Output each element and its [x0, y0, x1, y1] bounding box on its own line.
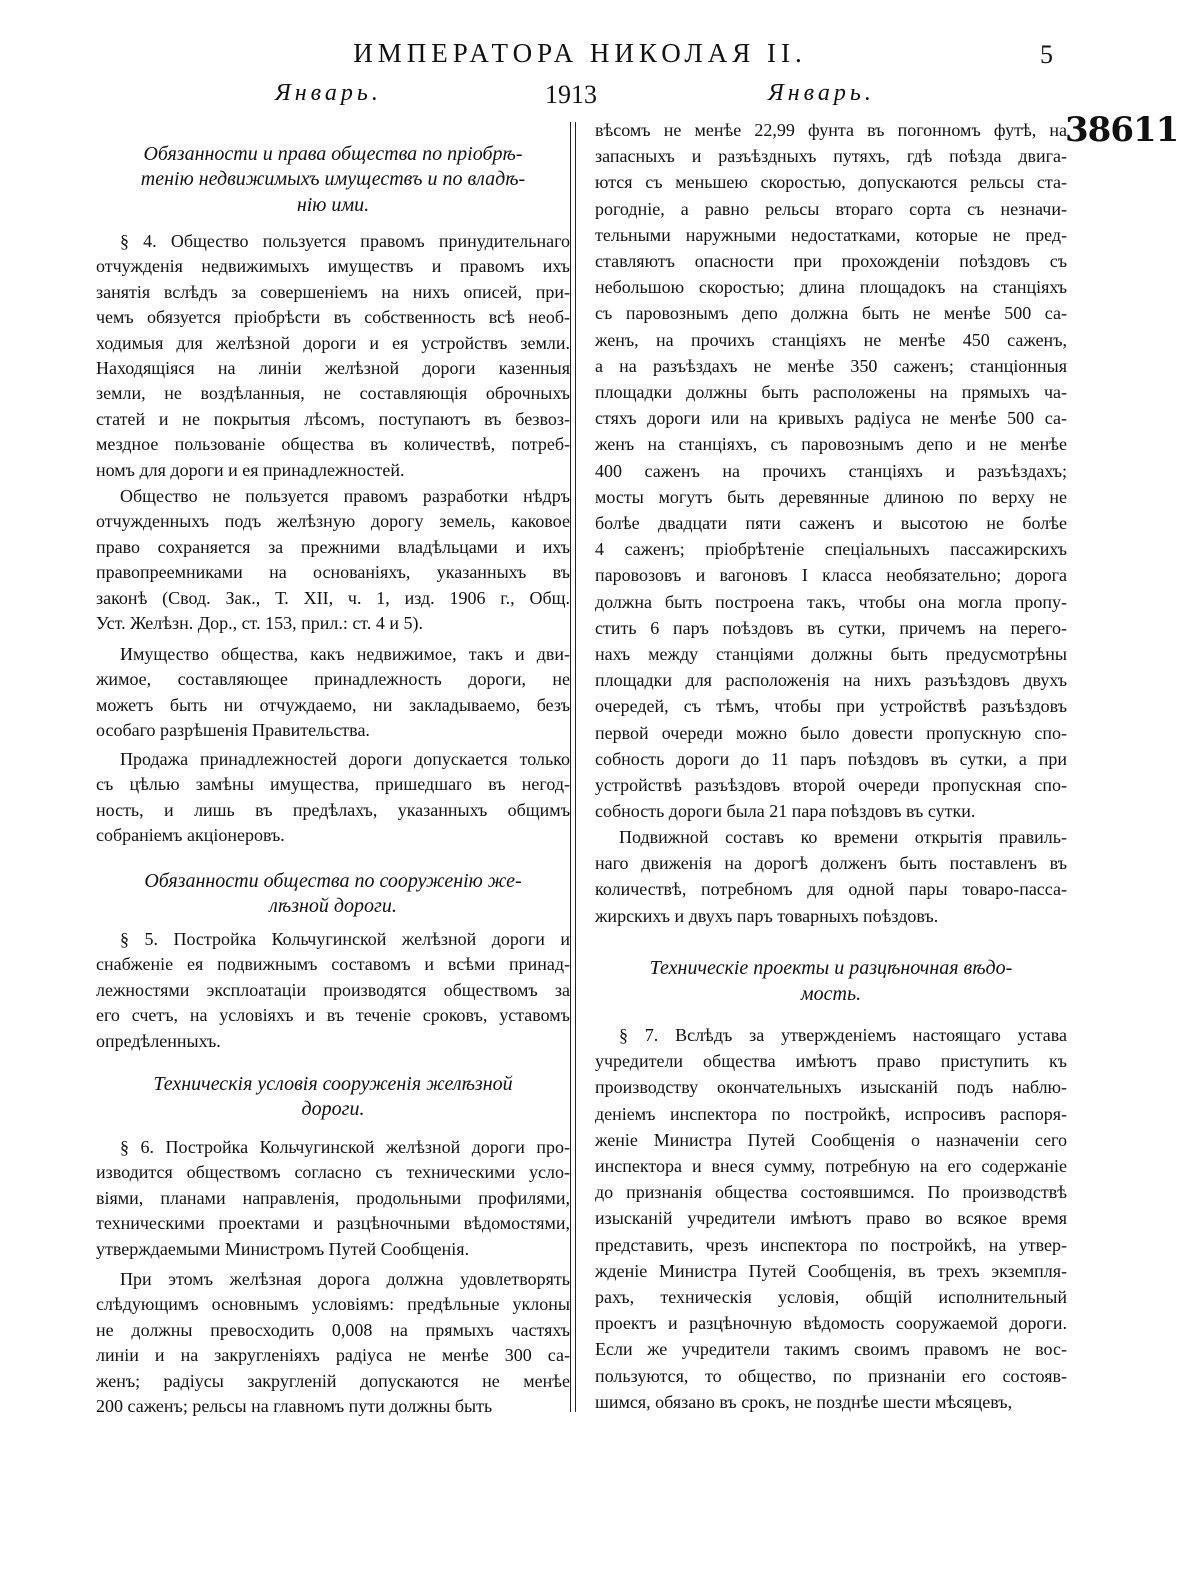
- text-line: собность дороги до 11 паръ поѣздовъ въ сутки, а при: [595, 748, 1067, 769]
- text-line: количествѣ, потребномъ для одной пары товаро-пасса-: [595, 879, 1067, 900]
- paragraph: [96, 642, 570, 744]
- text-line: отчужденныхъ подъ желѣзную дорогу земель, каковое: [96, 511, 570, 532]
- text-line: собность дороги была 21 пара поѣздовъ въ сутки.: [595, 801, 976, 822]
- text-line: учредители общества имѣютъ право приступить къ: [595, 1051, 1067, 1072]
- text-line: Техническія условія сооруженія желѣзной: [153, 1073, 513, 1095]
- text-line: 4 саженъ; пріобрѣтеніе спеціальныхъ пассажирскихъ: [595, 539, 1067, 560]
- column-divider: [570, 122, 576, 1412]
- text-line: Обязанности общества по сооруженію же-: [144, 870, 522, 892]
- text-line: правопреемниками на основаніяхъ, указанныхъ въ: [96, 562, 570, 583]
- text-line: ются съ меньшею скоростью, допускаются рельсы ста-: [595, 172, 1067, 193]
- text-line: Общество не пользуется правомъ разработки нѣдръ: [120, 486, 570, 506]
- paragraph: [96, 1135, 570, 1262]
- text-line: При этомъ желѣзная дорога должна удовлетворять: [120, 1269, 570, 1289]
- text-line: § 5. Постройка Кольчугинской желѣзной дороги и: [120, 929, 570, 949]
- text-line: лѣзной дороги.: [269, 895, 397, 918]
- text-line: очередей, съ тѣмъ, чтобы при устройствѣ разъѣздовъ: [595, 696, 1067, 717]
- month-left: Январь.: [275, 80, 382, 106]
- paragraph: [96, 229, 570, 483]
- text-line: женіе Министра Путей Сообщенія о назначеніи сего: [595, 1129, 1067, 1150]
- text-line: статей и не покрытыя лѣсомъ, поступаютъ въ безвоз-: [96, 408, 570, 429]
- document-number: 38611: [1065, 110, 1179, 150]
- text-line: деніемъ инспектора по постройкѣ, испросивъ распоря-: [595, 1103, 1067, 1124]
- text-line: Имущество общества, какъ недвижимое, такъ и дви-: [120, 644, 570, 664]
- text-line: снабженіе ея подвижнымъ составомъ и всѣми принад-: [96, 954, 570, 975]
- text-line: жирскихъ и двухъ паръ товарныхъ поѣздовъ.: [595, 905, 939, 926]
- text-line: ность, и лишь въ предѣлахъ, указанныхъ общимъ: [96, 799, 570, 820]
- text-line: віями, планами направленія, продольными профилями,: [96, 1187, 570, 1208]
- text-line: небольшою скоростью; длина площадокъ на станціяхъ: [595, 277, 1067, 298]
- text-line: Обязанности и права общества по пріобрѣ-: [143, 143, 523, 165]
- text-line: должна быть построена такъ, чтобы она могла пропу-: [595, 591, 1067, 612]
- paragraph: [595, 824, 1067, 929]
- text-line: стяхъ дороги или на кривыхъ радіуса не менѣе 500 са-: [595, 408, 1067, 429]
- section-heading: [96, 869, 570, 920]
- text-line: шимся, обязано въ срокъ, не позднѣе шести мѣсяцевъ,: [595, 1391, 1013, 1412]
- text-line: законѣ (Свод. Зак., Т. XII, ч. 1, изд. 1906 г., Общ.: [96, 587, 570, 608]
- text-line: представить, чрезъ инспектора по постройкѣ, на утвер-: [595, 1234, 1067, 1255]
- text-line: собраніемъ акціонеровъ.: [96, 825, 285, 846]
- paragraph: [96, 747, 570, 849]
- text-line: жимое, составляющее принадлежность дороги, не: [96, 669, 570, 690]
- text-line: съ паровознымъ депо должна быть не менѣе 500 са-: [595, 303, 1067, 324]
- section-heading: [96, 142, 570, 218]
- text-line: съ цѣлью замѣны имущества, пришедшаго въ негод-: [96, 774, 570, 795]
- text-line: болѣе двадцати пяти саженъ и высотою не болѣе: [595, 513, 1067, 534]
- text-line: опредѣленныхъ.: [96, 1030, 221, 1051]
- text-line: Находящіяся на линіи желѣзной дороги казенныя: [96, 358, 570, 379]
- text-line: чемъ обязуется пріобрѣсти въ собственность всѣ необ-: [96, 307, 570, 328]
- text-line: его счетъ, на условіяхъ и въ теченіе сроковъ, уставомъ: [96, 1005, 570, 1026]
- text-line: мездное пользованіе общества въ количествѣ, потреб-: [96, 434, 570, 455]
- text-line: устройствѣ разъѣздовъ второй очереди пропускная спо-: [595, 775, 1067, 796]
- text-line: право сохраняется за прежними владѣльцами и ихъ: [96, 536, 570, 557]
- text-line: вѣсомъ не менѣе 22,99 фунта въ погонномъ футѣ, на: [595, 120, 1067, 140]
- text-line: наго движенія на дорогѣ долженъ быть поставленъ въ: [595, 853, 1067, 874]
- paragraph: [595, 1022, 1067, 1415]
- text-line: ходимыя для желѣзной дороги и ея устройствъ земли.: [96, 332, 570, 353]
- text-line: паровозовъ и вагоновъ I класса необязательно; дорога: [595, 565, 1067, 586]
- text-line: Если же учредители такимъ своимъ правомъ не вос-: [595, 1339, 1067, 1360]
- text-line: а на разъѣздахъ не менѣе 350 саженъ; станціонныя: [595, 355, 1067, 376]
- section-heading: [96, 1072, 570, 1123]
- paragraph: [96, 1267, 570, 1419]
- section-heading: [595, 955, 1067, 1007]
- text-line: слѣдующимъ основнымъ условіямъ: предѣльные уклоны: [96, 1294, 570, 1315]
- text-line: § 4. Общество пользуется правомъ принудительнаго: [120, 231, 570, 251]
- text-line: женъ на станціяхъ, съ паровознымъ депо и не менѣе: [595, 434, 1067, 455]
- text-line: инспектора и внеся сумму, потребную на его содержаніе: [595, 1156, 1067, 1177]
- text-line: занятія вслѣдъ за совершеніемъ на нихъ описей, при-: [96, 281, 570, 302]
- text-line: техническими проектами и разцѣночными вѣдомостями,: [96, 1213, 570, 1234]
- text-line: рогодніе, а равно рельсы втораго сорта съ незначи-: [595, 198, 1067, 219]
- text-line: ставляютъ опасности при прохожденіи поѣздовъ съ: [595, 251, 1067, 272]
- text-line: производству окончательныхъ изысканій подъ наблю-: [595, 1077, 1067, 1098]
- text-line: Уст. Желѣзн. Дор., ст. 153, прил.: ст. 4 и 5).: [96, 613, 423, 634]
- text-line: номъ для дороги и ея принадлежностей.: [96, 459, 405, 480]
- month-right: Январь.: [768, 80, 875, 106]
- text-line: площадки для расположенія на нихъ разъѣздовъ двухъ: [595, 670, 1067, 691]
- text-line: мосты могутъ быть деревянные длиною по верху не: [595, 486, 1067, 507]
- text-line: Техническіе проекты и разцѣночная вѣдо-: [649, 957, 1013, 979]
- text-line: Подвижной составъ ко времени открытія правиль-: [619, 827, 1067, 847]
- text-line: стить 6 паръ поѣздовъ въ сутки, причемъ на перего-: [595, 617, 1067, 638]
- text-line: нахъ между станціями должны быть предусмотрѣны: [595, 644, 1067, 665]
- text-line: запасныхъ и разъѣздныхъ путяхъ, гдѣ поѣзда двига-: [595, 146, 1067, 167]
- text-line: изысканій учредители имѣютъ право во всякое время: [595, 1208, 1067, 1229]
- text-line: § 6. Постройка Кольчугинской желѣзной дороги про-: [120, 1137, 570, 1157]
- text-line: проектъ и разцѣночную вѣдомость сооружаемой дороги.: [595, 1313, 1067, 1334]
- text-line: мость.: [800, 983, 862, 1006]
- paragraph: [96, 484, 570, 636]
- text-line: тенію недвижимыхъ имуществъ и по владѣ-: [140, 168, 526, 191]
- text-line: отчужденія недвижимыхъ имуществъ и правомъ ихъ: [96, 256, 570, 277]
- text-line: изводится обществомъ согласно съ техническими усло-: [96, 1162, 570, 1183]
- text-line: 400 саженъ на прочихъ станціяхъ и разъѣздахъ;: [595, 460, 1067, 481]
- text-line: площадки должны быть расположены на прямыхъ ча-: [595, 382, 1067, 403]
- text-line: § 7. Вслѣдъ за утвержденіемъ настоящаго устава: [619, 1025, 1067, 1045]
- page-number: 5: [1040, 40, 1053, 69]
- year: 1913: [545, 80, 597, 109]
- paragraph: [96, 927, 570, 1054]
- text-line: можетъ быть ни отчуждаемо, ни закладываемо, безъ: [96, 694, 570, 715]
- text-line: женъ; радіусы закругленій допускаются не менѣе: [96, 1370, 570, 1391]
- text-line: первой очереди можно было довести пропускную спо-: [595, 722, 1067, 743]
- text-line: пользуются, то общество, по признаніи его состояв-: [595, 1365, 1067, 1386]
- text-line: линіи и на закругленіяхъ радіуса не менѣе 300 са-: [96, 1345, 570, 1366]
- text-line: 200 саженъ; рельсы на главномъ пути должны быть: [96, 1396, 493, 1417]
- text-line: дороги.: [301, 1098, 365, 1121]
- text-line: тельными наружными недостатками, которые не пред-: [595, 224, 1067, 245]
- paragraph: [595, 117, 1067, 824]
- text-line: до признанія общества состоявшимся. По производствѣ: [595, 1182, 1067, 1203]
- text-line: Продажа принадлежностей дороги допускается только: [120, 749, 570, 769]
- text-line: особаго разрѣшенія Правительства.: [96, 720, 370, 741]
- text-line: женъ, на прочихъ станціяхъ не менѣе 450 саженъ,: [595, 329, 1067, 350]
- text-line: нію ими.: [296, 193, 370, 216]
- running-title: ИМПЕРАТОРА НИКОЛАЯ II.: [353, 38, 807, 68]
- text-line: рахъ, техническія условія, общій исполнительный: [595, 1287, 1067, 1308]
- text-line: лежностями эксплоатаціи производятся обществомъ за: [96, 979, 570, 1000]
- text-line: не должны превосходить 0,008 на прямыхъ частяхъ: [96, 1319, 570, 1340]
- text-line: земли, не воздѣланныя, не составляющія оброчныхъ: [96, 383, 570, 404]
- text-line: жденіе Министра Путей Сообщенія, въ трехъ экземпля-: [595, 1260, 1067, 1281]
- text-line: утверждаемыми Министромъ Путей Сообщенія.: [96, 1238, 470, 1259]
